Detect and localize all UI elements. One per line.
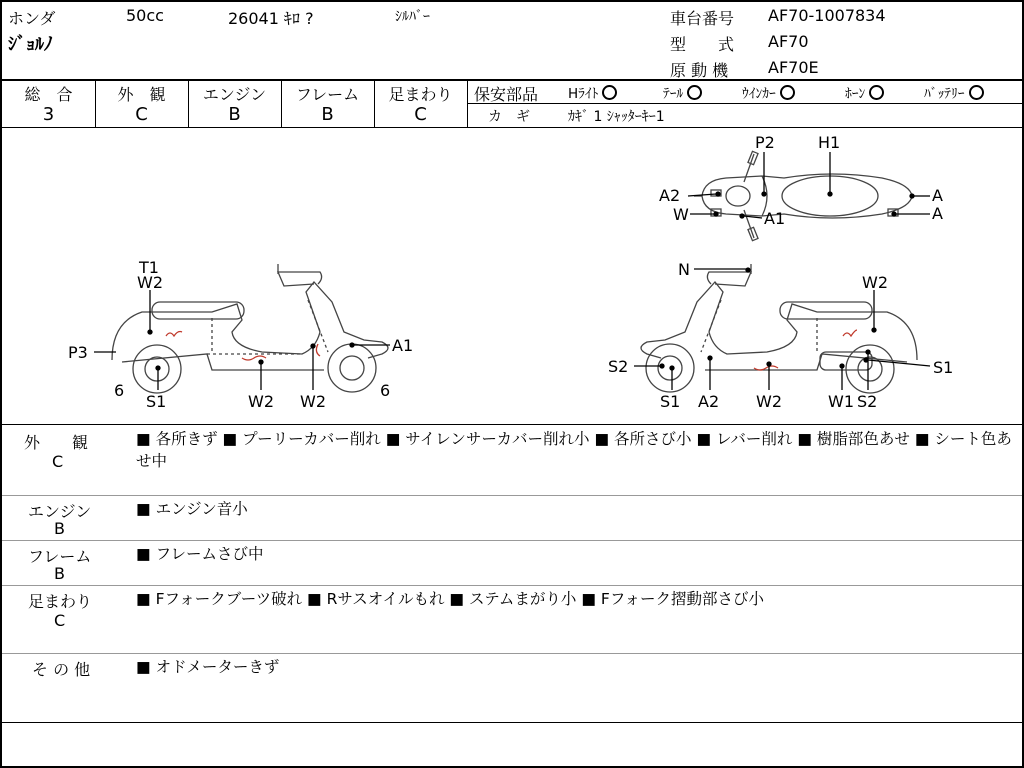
frame-no: AF70-1007834 [768,6,886,25]
remark-title-frame: フレーム [28,547,92,566]
label-s1: S1 [146,392,167,411]
remark-text-other: ■ オドメーターきず [136,658,280,676]
displacement: 50cc [126,6,164,25]
remark-grade-engine: B [54,519,65,538]
remark-grade-exterior: C [52,452,64,471]
label-a1: A1 [764,209,786,228]
score-label-overall: 総 合 [24,85,73,104]
remark-title-engine: エンジン [28,502,92,521]
label-s1: S1 [933,358,954,377]
label-h1: H1 [818,133,841,152]
score-value-suspension: C [414,104,427,125]
remark-grade-frame: B [54,564,65,583]
label-w2: W2 [300,392,326,411]
remark-grade-suspension: C [54,611,66,630]
ok-circle-icon [969,85,984,100]
label-a1: A1 [392,336,414,355]
divider [2,79,1022,81]
remark-text-engine: ■ エンジン音小 [136,500,248,518]
label-w: W [673,205,689,224]
safety-item-battery: ﾊﾞｯﾃﾘｰ [924,82,984,102]
engine-value: AF70E [768,58,819,77]
score-label-exterior: 外 観 [117,85,166,104]
label-p2: P2 [755,133,775,152]
score-label-engine: エンジン [202,85,267,104]
label-n: N [678,260,690,279]
type-label: 型 式 [670,35,735,54]
color: ｼﾙﾊﾞｰ [395,9,430,25]
safety-item-horn: ﾎｰﾝ [845,82,884,102]
type-value: AF70 [768,32,809,51]
safety-item-winker: ｳｲﾝｶｰ [742,82,795,102]
ok-circle-icon [687,85,702,100]
remark-text-suspension: ■ Fフォークブーツ破れ ■ Rサスオイルもれ ■ ステムまがり小 ■ Fフォーク摺動部さび小 [136,590,765,608]
remark-title-suspension: 足まわり [28,592,93,611]
maker: ホンダ [8,9,56,28]
mileage: 26041 ｷﾛ ? [228,9,314,28]
label-s1: S1 [660,392,681,411]
label-t1: T1 [139,258,159,277]
label-a: A [932,204,943,223]
score-value-overall: 3 [42,104,55,125]
top-view-scooter [694,151,912,240]
score-label-frame: フレーム [295,85,360,104]
engine-label: 原 動 機 [670,61,729,80]
score-value-exterior: C [135,104,148,125]
safety-item-headlight: Hﾗｲﾄ [568,82,617,102]
label-a: A [932,186,943,205]
safety-label: 保安部品 [474,85,539,104]
label-a2: A2 [698,392,720,411]
label-w2: W2 [248,392,274,411]
label-s2: S2 [608,357,629,376]
score-label-suspension: 足まわり [388,85,453,104]
label-w1: W1 [828,392,854,411]
label-w2: W2 [756,392,782,411]
label-s2: S2 [857,392,878,411]
label-w2: W2 [137,273,163,292]
label-p3: P3 [68,343,88,362]
label-a2: A2 [659,186,681,205]
model-name: ｼﾞｮﾙﾉ [8,34,53,55]
remark-text-exterior: ■ 各所きず ■ プーリーカバー削れ ■ サイレンサーカバー削れ小 ■ 各所さび小 ■ レバー削れ ■ 樹脂部色あせ ■ シート色あせ中 [136,430,1012,470]
label-w2: W2 [862,273,888,292]
label-6: 6 [114,381,125,400]
ok-circle-icon [869,85,884,100]
remark-title-exterior: 外 観 [24,433,89,452]
label-6: 6 [380,381,391,400]
key-label: カ ギ [488,109,530,125]
remark-text-frame: ■ フレームさび中 [136,545,264,563]
safety-item-tail: ﾃｰﾙ [663,82,702,102]
ok-circle-icon [602,85,617,100]
ok-circle-icon [780,85,795,100]
frame-no-label: 車台番号 [670,9,735,28]
remark-title-other: そ の 他 [32,660,91,679]
score-value-frame: B [321,104,334,125]
key-value: ｶｷﾞ 1 ｼｬｯﾀｰｷｰ1 [568,109,665,125]
score-value-engine: B [228,104,241,125]
